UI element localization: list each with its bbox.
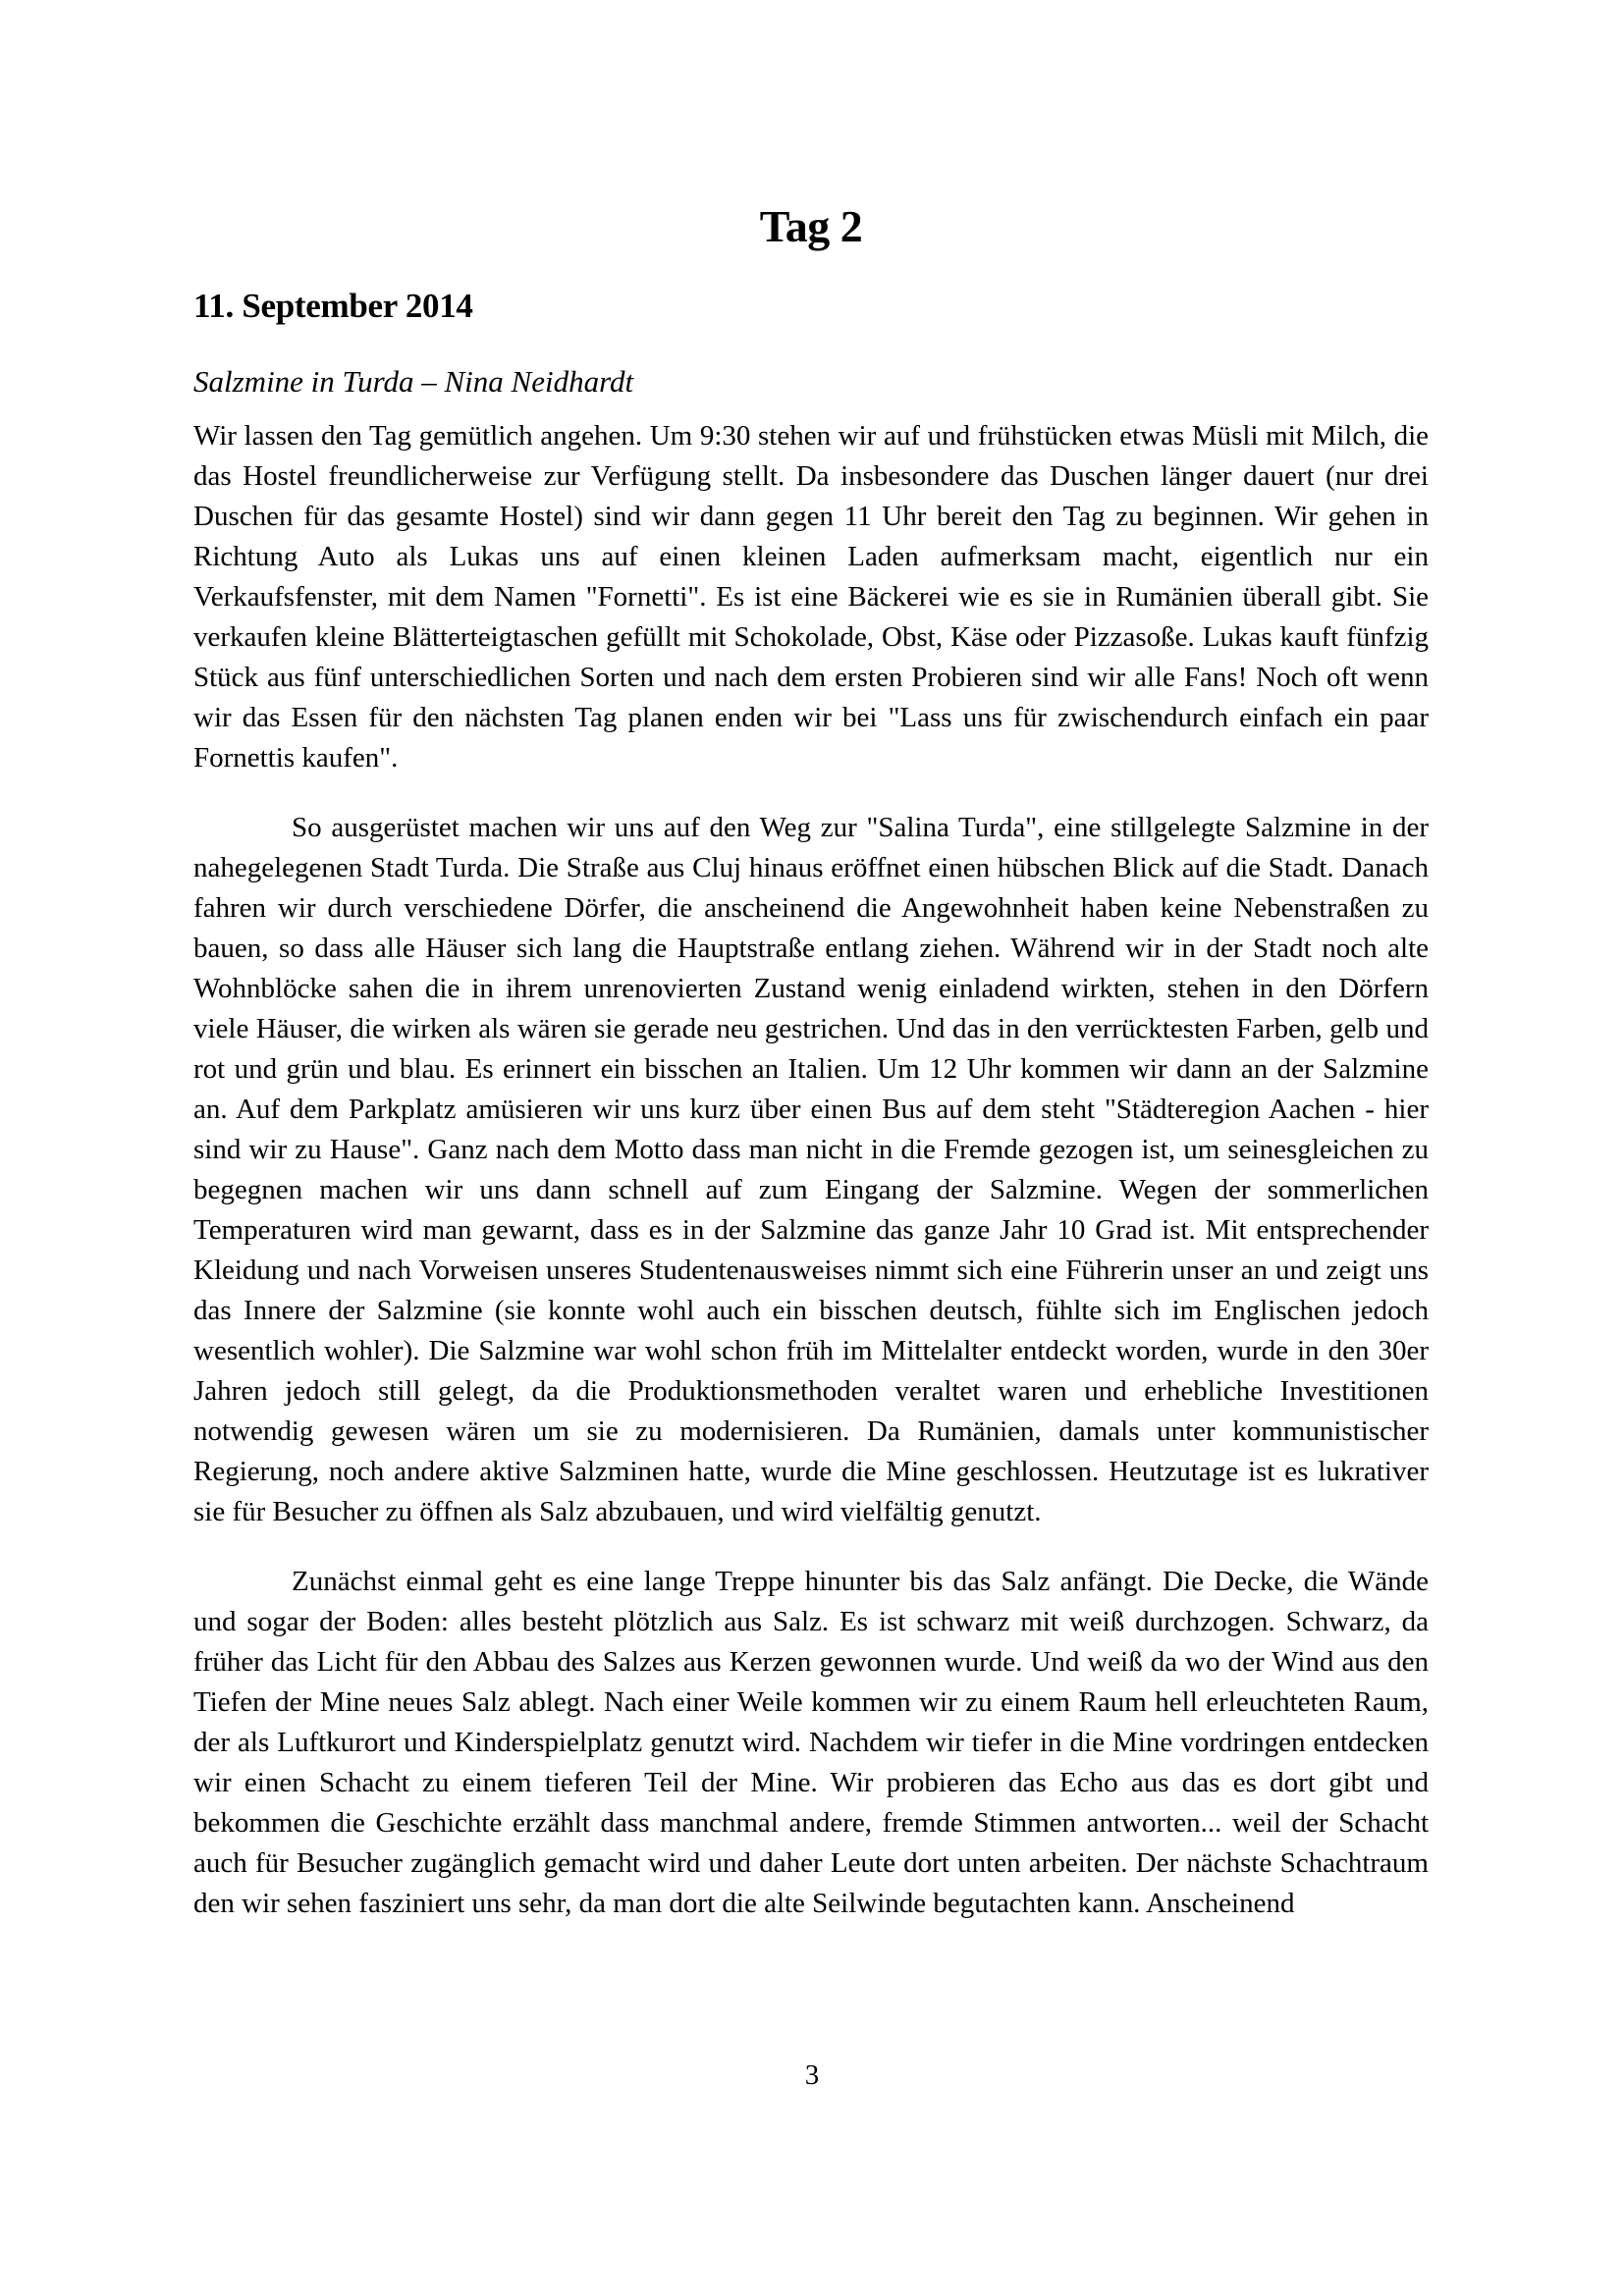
body-text xyxy=(193,416,1429,1924)
page-title: Tag 2 xyxy=(759,201,863,251)
section-heading: Salzmine in Turda – Nina Neidhardt xyxy=(193,364,634,399)
paragraph-1: Wir lassen den Tag gemütlich angehen. Um 9:30 stehen wir auf und frühstücken etwas Müsli mit Milch, die das Hostel freundlicherweise zur Verfügung stellt. Da insbesondere das Duschen länger dauert (nur drei Duschen für das gesamte Hostel) sind wir dann gegen 11 Uhr bereit den Tag zu beginnen. Wir gehen in Richtung Auto als Lukas uns auf einen kleinen Laden aufmerksam macht, eigentlich nur ein Verkaufsfenster, mit dem Namen "Fornetti". Es ist eine Bäckerei wie es sie in Rumänien überall gibt. Sie verkaufen kleine Blätterteigtaschen gefüllt mit Schokolade, Obst, Käse oder Pizzasoße. Lukas kauft fünfzig Stück aus fünf unterschiedlichen Sorten und nach dem ersten Probieren sind wir alle Fans! Noch oft wenn wir das Essen für den nächsten Tag planen enden wir bei "Lass uns für zwischendurch einfach ein paar Fornettis kaufen". xyxy=(193,420,1429,774)
paragraph-3: Zunächst einmal geht es eine lange Treppe hinunter bis das Salz anfängt. Die Decke, die Wände und sogar der Boden: alles besteht plötzlich aus Salz. Es ist schwarz mit weiß durchzogen. Schwarz, da früher das Licht für den Abbau des Salzes aus Kerzen gewonnen wurde. Und weiß da wo der Wind aus den Tiefen der Mine neues Salz ablegt. Nach einer Weile kommen wir zu einem Raum hell erleuchteten Raum, der als Luftkurort und Kinderspielplatz genutzt wird. Nachdem wir tiefer in die Mine vordringen entdecken wir einen Schacht zu einem tieferen Teil der Mine. Wir probieren das Echo aus das es dort gibt und bekommen die Geschichte erzählt dass manchmal andere, fremde Stimmen antworten... weil der Schacht auch für Besucher zugänglich gemacht wird und daher Leute dort unten arbeiten. Der nächste Schachtraum den wir sehen fasziniert uns sehr, da man dort die alte Seilwinde begutachten kann. Anscheinend xyxy=(193,1566,1429,1919)
date-heading: 11. September 2014 xyxy=(193,287,473,325)
page-number: 3 xyxy=(804,2059,820,2091)
page-content xyxy=(193,0,1429,1953)
paragraph-2: So ausgerüstet machen wir uns auf den Weg zur "Salina Turda", eine stillgelegte Salzmine in der nahegelegenen Stadt Turda. Die Straße aus Cluj hinaus eröffnet einen hübschen Blick auf die Stadt. Danach fahren wir durch verschiedene Dörfer, die anscheinend die Angewohnheit haben keine Nebenstraßen zu bauen, so dass alle Häuser sich lang die Hauptstraße entlang ziehen. Während wir in der Stadt noch alte Wohnblöcke sahen die in ihrem unrenovierten Zustand wenig einladend wirkten, stehen in den Dörfern viele Häuser, die wirken als wären sie gerade neu gestrichen. Und das in den verrücktesten Farben, gelb und rot und grün und blau. Es erinnert ein bisschen an Italien. Um 12 Uhr kommen wir dann an der Salzmine an. Auf dem Parkplatz amüsieren wir uns kurz über einen Bus auf dem steht "Städteregion Aachen - hier sind wir zu Hause". Ganz nach dem Motto dass man nicht in die Fremde gezogen ist, um seinesgleichen zu begegnen machen wir uns dann schnell auf zum Eingang der Salzmine. Wegen der sommerlichen Temperaturen wird man gewarnt, dass es in der Salzmine das ganze Jahr 10 Grad ist. Mit entsprechender Kleidung und nach Vorweisen unseres Studentenausweises nimmt sich eine Führerin unser an und zeigt uns das Innere der Salzmine (sie konnte wohl auch ein bisschen deutsch, fühlte sich im Englischen jedoch wesentlich wohler). Die Salzmine war wohl schon früh im Mittelalter entdeckt worden, wurde in den 30er Jahren jedoch still gelegt, da die Produktionsmethoden veraltet waren und erhebliche Investitionen notwendig gewesen wären um sie zu modernisieren. Da Rumänien, damals unter kommunistischer Regierung, noch andere aktive Salzminen hatte, wurde die Mine geschlossen. Heutzutage ist es lukrativer sie für Besucher zu öffnen als Salz abzubauen, und wird vielfältig genutzt. xyxy=(193,812,1429,1527)
